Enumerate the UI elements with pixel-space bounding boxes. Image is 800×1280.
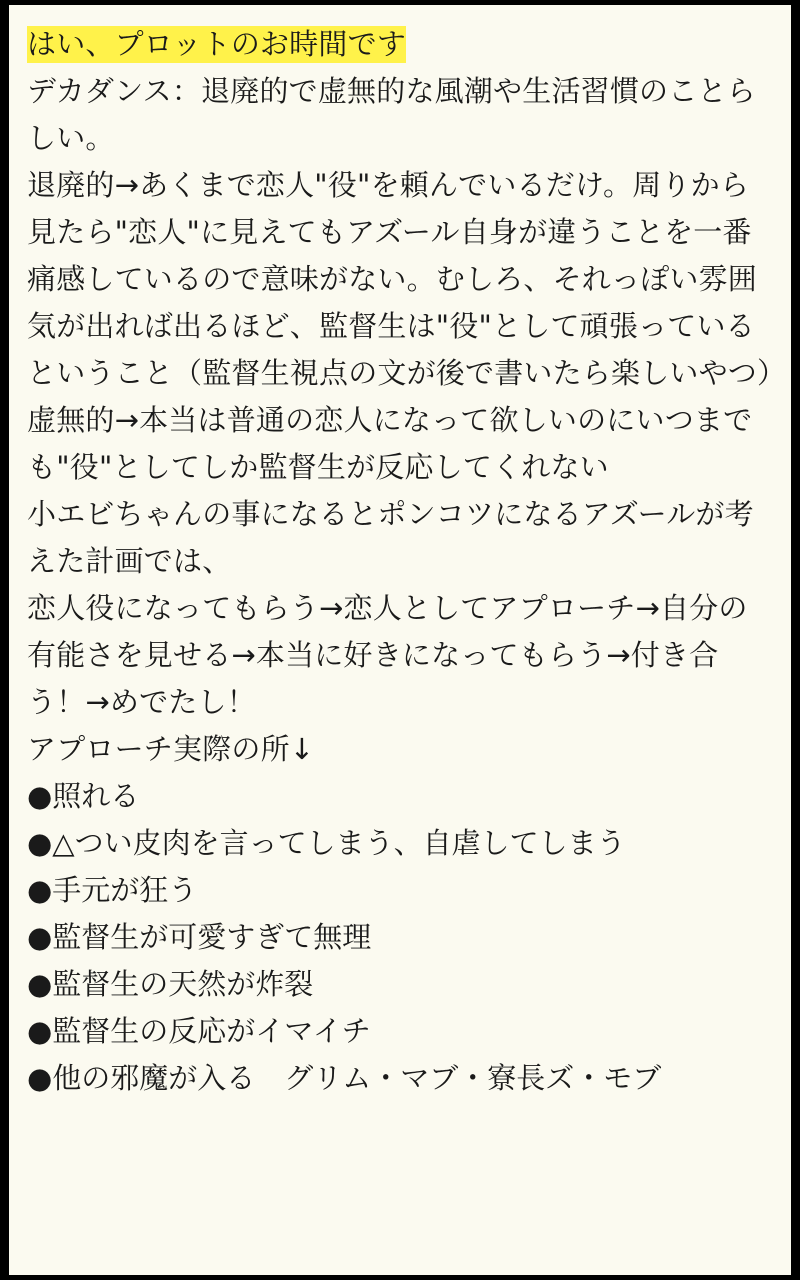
- list-item: ●他の邪魔が入る グリム・マブ・寮長ズ・モブ: [27, 1061, 662, 1095]
- list-item: ●照れる: [27, 779, 140, 813]
- list-item: ●監督生が可愛すぎて無理: [27, 920, 372, 954]
- paragraph-4: 小エビちゃんの事になるとポンコツになるアズールが考えた計画では、: [27, 497, 754, 578]
- list-item: ●監督生の反応がイマイチ: [27, 1014, 371, 1048]
- list-item: ●△つい皮肉を言ってしまう、自虐してしまう: [27, 826, 626, 860]
- note-content: [9, 5, 791, 1102]
- list-item: ●手元が狂う: [27, 873, 198, 907]
- paragraph-1: デカダンス：退廃的で虚無的な風潮や生活習慣のことらしい。: [27, 74, 756, 155]
- paragraph-2: 退廃的→あくまで恋人"役"を頼んでいるだけ。周りから見たら"恋人"に見えてもアズール自身が違うことを一番痛感しているので意味がない。むしろ、それっぽい雰囲気が出れば出るほど、監督生は"役"として頑張っているということ（監督生視点の文が後で書いたら楽しいやつ）: [27, 168, 787, 390]
- note-title: はい、プロットのお時間です: [27, 27, 407, 61]
- paragraph-3: 虚無的→本当は普通の恋人になって欲しいのにいつまでも"役"としてしか監督生が反応してくれない: [27, 403, 753, 484]
- note-title-line: [27, 21, 773, 68]
- list-item: ●監督生の天然が炸裂: [27, 967, 314, 1001]
- paragraph-6: アプローチ実際の所↓: [27, 732, 315, 766]
- paragraph-5: 恋人役になってもらう→恋人としてアプローチ→自分の有能さを見せる→本当に好きになってもらう→付き合う！→めでたし！: [27, 591, 748, 719]
